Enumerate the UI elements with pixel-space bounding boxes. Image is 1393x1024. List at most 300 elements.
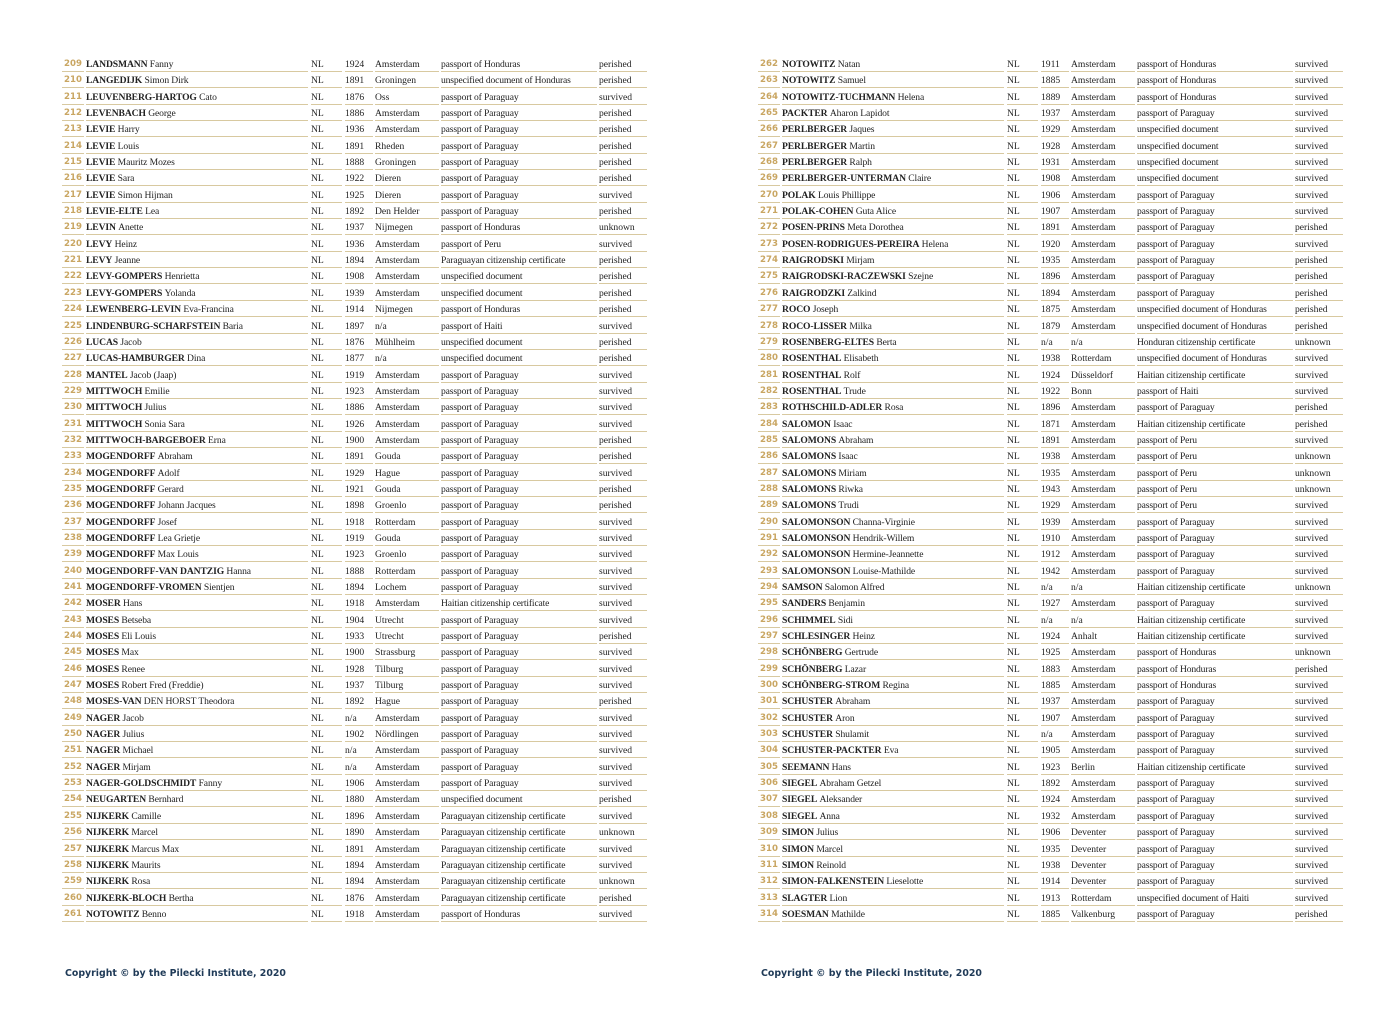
person-name bbox=[782, 155, 1004, 170]
document-type: unspecified document of Honduras bbox=[1137, 302, 1293, 317]
nationality: NL bbox=[1007, 580, 1038, 595]
document-type: passport of Paraguay bbox=[441, 531, 597, 546]
birth-year: n/a bbox=[345, 743, 373, 758]
surname: PERLBERGER-UNTERMAN bbox=[782, 173, 906, 185]
nationality: NL bbox=[1007, 220, 1038, 235]
table-row bbox=[758, 482, 1348, 498]
fate-status: perished bbox=[599, 351, 647, 366]
birth-place: Amsterdam bbox=[375, 237, 439, 252]
document-type: Paraguayan citizenship certificate bbox=[441, 825, 597, 840]
person-name bbox=[86, 237, 308, 252]
person-name bbox=[782, 907, 1004, 922]
fate-status: perished bbox=[599, 171, 647, 186]
table-row bbox=[62, 874, 652, 890]
birth-year: 1908 bbox=[345, 269, 373, 284]
person-name bbox=[86, 515, 308, 530]
fate-status: survived bbox=[1295, 825, 1343, 840]
surname: LEUVENBERG-HARTOG bbox=[86, 91, 197, 103]
birth-place: Amsterdam bbox=[375, 792, 439, 807]
table-row bbox=[758, 466, 1348, 482]
birth-place: Amsterdam bbox=[1071, 645, 1135, 660]
document-type: passport of Paraguay bbox=[1137, 269, 1293, 284]
fate-status: perished bbox=[599, 433, 647, 448]
birth-place: Amsterdam bbox=[1071, 743, 1135, 758]
given-name: Salomon Alfred bbox=[824, 582, 885, 593]
fate-status: survived bbox=[599, 776, 647, 791]
birth-place: Gouda bbox=[375, 482, 439, 497]
nationality: NL bbox=[311, 727, 342, 742]
birth-year: 1875 bbox=[1041, 302, 1069, 317]
document-type: passport of Paraguay bbox=[441, 498, 597, 513]
nationality: NL bbox=[1007, 449, 1038, 464]
given-name: Gertrude bbox=[844, 647, 879, 659]
person-name bbox=[782, 482, 1004, 497]
birth-year: 1921 bbox=[345, 482, 373, 497]
document-type: passport of Paraguay bbox=[1137, 220, 1293, 235]
fate-status: unknown bbox=[599, 220, 647, 235]
birth-place: Nijmegen bbox=[375, 302, 439, 317]
document-type: unspecified document of Honduras bbox=[441, 73, 597, 88]
fate-status: unknown bbox=[1295, 580, 1343, 595]
birth-year: 1886 bbox=[345, 106, 373, 121]
entry-number: 302 bbox=[758, 711, 780, 726]
nationality: NL bbox=[1007, 171, 1038, 186]
person-name bbox=[782, 580, 1004, 595]
given-name: Marcus Max bbox=[131, 843, 180, 855]
person-name bbox=[782, 106, 1004, 121]
birth-year: 1892 bbox=[345, 694, 373, 709]
birth-place: Utrecht bbox=[375, 613, 439, 628]
person-name bbox=[86, 547, 308, 562]
birth-year: 1929 bbox=[1041, 122, 1069, 137]
fate-status: perished bbox=[1295, 220, 1343, 235]
fate-status: survived bbox=[1295, 564, 1343, 579]
birth-place: Amsterdam bbox=[375, 253, 439, 268]
document-type: passport of Peru bbox=[1137, 498, 1293, 513]
entry-number: 221 bbox=[62, 253, 84, 268]
given-name: Heinz bbox=[114, 238, 137, 250]
birth-year: 1939 bbox=[345, 286, 373, 301]
birth-year: 1876 bbox=[345, 335, 373, 350]
given-name: Hans bbox=[123, 598, 143, 610]
entry-number: 251 bbox=[62, 743, 84, 758]
table-row bbox=[758, 302, 1348, 318]
entry-number: 275 bbox=[758, 269, 780, 284]
birth-year: 1939 bbox=[1041, 515, 1069, 530]
fate-status: perished bbox=[599, 482, 647, 497]
birth-place: Amsterdam bbox=[375, 106, 439, 121]
fate-status: survived bbox=[599, 645, 647, 660]
table-row bbox=[758, 155, 1348, 171]
birth-place: Amsterdam bbox=[1071, 319, 1135, 334]
surname: SALOMONSON bbox=[782, 549, 851, 561]
given-name: Ralph bbox=[849, 157, 872, 169]
nationality: NL bbox=[1007, 613, 1038, 628]
person-name bbox=[86, 286, 308, 301]
entry-number: 217 bbox=[62, 188, 84, 203]
surname: SCHUSTER bbox=[782, 696, 833, 708]
person-name bbox=[86, 449, 308, 464]
given-name: Isaac bbox=[838, 451, 858, 463]
fate-status: survived bbox=[1295, 792, 1343, 807]
document-type: passport of Paraguay bbox=[1137, 711, 1293, 726]
surname: MANTEL bbox=[86, 369, 128, 381]
table-row bbox=[62, 90, 652, 106]
table-row bbox=[758, 792, 1348, 808]
birth-place: Tilburg bbox=[375, 662, 439, 677]
given-name: Mathilde bbox=[831, 908, 865, 920]
person-name bbox=[782, 400, 1004, 415]
nationality: NL bbox=[311, 694, 342, 709]
fate-status: survived bbox=[599, 743, 647, 758]
person-name bbox=[86, 122, 308, 137]
table-row bbox=[758, 858, 1348, 874]
birth-place: Anhalt bbox=[1071, 629, 1135, 644]
entry-number: 312 bbox=[758, 874, 780, 889]
birth-place: Amsterdam bbox=[375, 417, 439, 432]
given-name: Emilie bbox=[144, 385, 170, 397]
table-row bbox=[62, 139, 652, 155]
person-name bbox=[86, 825, 308, 840]
surname: MOSES bbox=[86, 614, 120, 626]
given-name: Mirjam bbox=[846, 255, 875, 267]
fate-status: survived bbox=[1295, 596, 1343, 611]
given-name: Cato bbox=[199, 91, 217, 103]
document-type: passport of Paraguay bbox=[441, 678, 597, 693]
fate-status: survived bbox=[599, 90, 647, 105]
given-name: DEN HORST Theodora bbox=[143, 696, 235, 708]
birth-place: n/a bbox=[375, 319, 439, 334]
table-row bbox=[62, 237, 652, 253]
birth-year: 1885 bbox=[1041, 907, 1069, 922]
person-name bbox=[86, 319, 308, 334]
given-name: Elisabeth bbox=[843, 353, 879, 365]
birth-year: 1919 bbox=[345, 531, 373, 546]
nationality: NL bbox=[311, 286, 342, 301]
given-name: Lieselotte bbox=[886, 876, 924, 888]
document-type: passport of Paraguay bbox=[441, 580, 597, 595]
person-name bbox=[86, 220, 308, 235]
document-type: passport of Paraguay bbox=[1137, 776, 1293, 791]
birth-place: Oss bbox=[375, 90, 439, 105]
table-row bbox=[758, 400, 1348, 416]
table-row bbox=[758, 842, 1348, 858]
entry-number: 260 bbox=[62, 891, 84, 906]
table-row bbox=[758, 139, 1348, 155]
birth-place: Amsterdam bbox=[375, 743, 439, 758]
document-type: passport of Paraguay bbox=[1137, 694, 1293, 709]
given-name: George bbox=[148, 108, 176, 120]
given-name: Erna bbox=[208, 434, 226, 446]
given-name: Zalkind bbox=[847, 287, 877, 299]
given-name: Mirjam bbox=[122, 761, 151, 773]
nationality: NL bbox=[1007, 711, 1038, 726]
document-type: passport of Paraguay bbox=[441, 694, 597, 709]
birth-place: Groningen bbox=[375, 73, 439, 88]
birth-place: Amsterdam bbox=[375, 874, 439, 889]
nationality: NL bbox=[311, 57, 342, 72]
nationality: NL bbox=[1007, 188, 1038, 203]
right-page-table bbox=[758, 57, 1348, 923]
person-name bbox=[86, 727, 308, 742]
given-name: Marcel bbox=[131, 827, 158, 839]
given-name: Lion bbox=[829, 892, 848, 904]
entry-number: 213 bbox=[62, 122, 84, 137]
nationality: NL bbox=[1007, 122, 1038, 137]
document-type: passport of Paraguay bbox=[1137, 106, 1293, 121]
document-type: unspecified document bbox=[441, 286, 597, 301]
nationality: NL bbox=[1007, 907, 1038, 922]
given-name: Abraham bbox=[157, 451, 193, 463]
fate-status: survived bbox=[1295, 858, 1343, 873]
birth-year: 1918 bbox=[345, 515, 373, 530]
document-type: passport of Paraguay bbox=[441, 204, 597, 219]
surname: MOGENDORFF bbox=[86, 483, 156, 495]
surname: POLAK bbox=[782, 189, 816, 201]
fate-status: survived bbox=[599, 760, 647, 775]
given-name: Louise-Mathilde bbox=[852, 565, 916, 577]
fate-status: survived bbox=[599, 564, 647, 579]
nationality: NL bbox=[1007, 891, 1038, 906]
birth-place: Utrecht bbox=[375, 629, 439, 644]
nationality: NL bbox=[1007, 204, 1038, 219]
person-name bbox=[86, 645, 308, 660]
document-type: unspecified document of Haiti bbox=[1137, 891, 1293, 906]
birth-year: 1942 bbox=[1041, 564, 1069, 579]
given-name: Anna bbox=[819, 810, 840, 822]
nationality: NL bbox=[1007, 547, 1038, 562]
nationality: NL bbox=[311, 155, 342, 170]
given-name: Robert Fred (Freddie) bbox=[121, 680, 204, 692]
document-type: Paraguayan citizenship certificate bbox=[441, 809, 597, 824]
birth-place: Amsterdam bbox=[1071, 531, 1135, 546]
nationality: NL bbox=[311, 907, 342, 922]
table-row bbox=[758, 220, 1348, 236]
birth-year: 1914 bbox=[345, 302, 373, 317]
entry-number: 242 bbox=[62, 596, 84, 611]
birth-year: 1922 bbox=[1041, 384, 1069, 399]
nationality: NL bbox=[311, 302, 342, 317]
given-name: Sidi bbox=[837, 614, 853, 626]
entry-number: 228 bbox=[62, 368, 84, 383]
nationality: NL bbox=[311, 792, 342, 807]
nationality: NL bbox=[311, 776, 342, 791]
entry-number: 311 bbox=[758, 858, 780, 873]
person-name bbox=[86, 743, 308, 758]
given-name: Eva bbox=[883, 745, 899, 757]
nationality: NL bbox=[311, 122, 342, 137]
document-type: passport of Paraguay bbox=[441, 188, 597, 203]
nationality: NL bbox=[1007, 319, 1038, 334]
nationality: NL bbox=[1007, 433, 1038, 448]
table-row bbox=[758, 449, 1348, 465]
birth-place: Groenlo bbox=[375, 498, 439, 513]
person-name bbox=[86, 842, 308, 857]
fate-status: perished bbox=[599, 204, 647, 219]
fate-status: perished bbox=[599, 891, 647, 906]
document-type: passport of Paraguay bbox=[1137, 874, 1293, 889]
surname: SALOMONSON bbox=[782, 565, 851, 577]
given-name: Benno bbox=[141, 908, 167, 920]
nationality: NL bbox=[311, 384, 342, 399]
given-name: Reinold bbox=[816, 859, 847, 871]
person-name bbox=[782, 498, 1004, 513]
birth-place: Lochem bbox=[375, 580, 439, 595]
person-name bbox=[782, 368, 1004, 383]
given-name: Maurits bbox=[131, 859, 161, 871]
surname: SCHUSTER bbox=[782, 712, 833, 724]
nationality: NL bbox=[311, 204, 342, 219]
birth-place: Amsterdam bbox=[1071, 204, 1135, 219]
entry-number: 223 bbox=[62, 286, 84, 301]
document-type: passport of Paraguay bbox=[441, 384, 597, 399]
birth-year: 1938 bbox=[1041, 449, 1069, 464]
entry-number: 253 bbox=[62, 776, 84, 791]
surname: NIJKERK bbox=[86, 859, 130, 871]
entry-number: 305 bbox=[758, 760, 780, 775]
surname: LUCAS-HAMBURGER bbox=[86, 353, 185, 365]
person-name bbox=[782, 678, 1004, 693]
person-name bbox=[782, 613, 1004, 628]
given-name: Julius bbox=[144, 402, 167, 414]
entry-number: 266 bbox=[758, 122, 780, 137]
given-name: Sonia Sara bbox=[144, 418, 185, 430]
entry-number: 268 bbox=[758, 155, 780, 170]
given-name: Lea bbox=[145, 206, 160, 218]
document-type: passport of Honduras bbox=[441, 220, 597, 235]
given-name: Channa-Virginie bbox=[852, 516, 915, 528]
surname: SIMON bbox=[782, 827, 815, 839]
birth-year: 1877 bbox=[345, 351, 373, 366]
birth-place: Amsterdam bbox=[375, 891, 439, 906]
fate-status: perished bbox=[1295, 253, 1343, 268]
given-name: Julius bbox=[122, 729, 145, 741]
fate-status: survived bbox=[599, 417, 647, 432]
entry-number: 246 bbox=[62, 662, 84, 677]
birth-place: Strassburg bbox=[375, 645, 439, 660]
entry-number: 212 bbox=[62, 106, 84, 121]
birth-place: Amsterdam bbox=[375, 809, 439, 824]
birth-place: Amsterdam bbox=[1071, 106, 1135, 121]
table-row bbox=[62, 57, 652, 73]
nationality: NL bbox=[1007, 858, 1038, 873]
document-type: passport of Paraguay bbox=[441, 515, 597, 530]
person-name bbox=[86, 466, 308, 481]
fate-status: survived bbox=[599, 368, 647, 383]
entry-number: 255 bbox=[62, 809, 84, 824]
surname: NAGER-GOLDSCHMIDT bbox=[86, 778, 197, 790]
person-name bbox=[86, 351, 308, 366]
entry-number: 307 bbox=[758, 792, 780, 807]
nationality: NL bbox=[1007, 743, 1038, 758]
table-row bbox=[758, 907, 1348, 923]
person-name bbox=[782, 776, 1004, 791]
nationality: NL bbox=[1007, 155, 1038, 170]
nationality: NL bbox=[1007, 760, 1038, 775]
document-type: passport of Honduras bbox=[1137, 645, 1293, 660]
birth-year: 1932 bbox=[1041, 809, 1069, 824]
document-type: Paraguayan citizenship certificate bbox=[441, 842, 597, 857]
surname: POSEN-RODRIGUES-PEREIRA bbox=[782, 238, 920, 250]
birth-year: n/a bbox=[1041, 335, 1069, 350]
document-type: unspecified document of Honduras bbox=[1137, 351, 1293, 366]
person-name bbox=[86, 531, 308, 546]
birth-place: Amsterdam bbox=[1071, 662, 1135, 677]
birth-year: 1925 bbox=[1041, 645, 1069, 660]
document-type: passport of Paraguay bbox=[441, 106, 597, 121]
birth-place: Amsterdam bbox=[1071, 466, 1135, 481]
fate-status: survived bbox=[599, 907, 647, 922]
document-type: passport of Paraguay bbox=[1137, 743, 1293, 758]
birth-year: 1925 bbox=[345, 188, 373, 203]
entry-number: 282 bbox=[758, 384, 780, 399]
table-row bbox=[758, 171, 1348, 187]
birth-year: 1894 bbox=[345, 253, 373, 268]
document-type: passport of Haiti bbox=[441, 319, 597, 334]
birth-place: Bonn bbox=[1071, 384, 1135, 399]
entry-number: 294 bbox=[758, 580, 780, 595]
given-name: Benjamin bbox=[828, 598, 865, 610]
person-name bbox=[86, 302, 308, 317]
fate-status: unknown bbox=[1295, 645, 1343, 660]
table-row bbox=[758, 122, 1348, 138]
table-row bbox=[758, 613, 1348, 629]
surname: SOESMAN bbox=[782, 908, 829, 920]
birth-year: 1894 bbox=[345, 874, 373, 889]
birth-year: 1937 bbox=[1041, 106, 1069, 121]
entry-number: 250 bbox=[62, 727, 84, 742]
fate-status: survived bbox=[599, 596, 647, 611]
birth-place: Tilburg bbox=[375, 678, 439, 693]
birth-place: Deventer bbox=[1071, 858, 1135, 873]
document-type: passport of Paraguay bbox=[441, 139, 597, 154]
table-row bbox=[758, 351, 1348, 367]
nationality: NL bbox=[1007, 90, 1038, 105]
document-type: passport of Paraguay bbox=[1137, 188, 1293, 203]
entry-number: 219 bbox=[62, 220, 84, 235]
nationality: NL bbox=[311, 825, 342, 840]
entry-number: 211 bbox=[62, 90, 84, 105]
fate-status: survived bbox=[1295, 155, 1343, 170]
document-type: passport of Paraguay bbox=[1137, 842, 1293, 857]
given-name: Adolf bbox=[157, 467, 180, 479]
entry-number: 296 bbox=[758, 613, 780, 628]
birth-year: n/a bbox=[1041, 580, 1069, 595]
table-row bbox=[62, 531, 652, 547]
entry-number: 229 bbox=[62, 384, 84, 399]
birth-year: 1935 bbox=[1041, 253, 1069, 268]
nationality: NL bbox=[1007, 596, 1038, 611]
fate-status: unknown bbox=[599, 825, 647, 840]
fate-status: survived bbox=[599, 400, 647, 415]
person-name bbox=[782, 253, 1004, 268]
birth-year: 1894 bbox=[345, 580, 373, 595]
nationality: NL bbox=[311, 417, 342, 432]
table-row bbox=[62, 155, 652, 171]
person-name bbox=[86, 335, 308, 350]
birth-year: 1929 bbox=[1041, 498, 1069, 513]
nationality: NL bbox=[311, 531, 342, 546]
nationality: NL bbox=[311, 645, 342, 660]
person-name bbox=[86, 417, 308, 432]
nationality: NL bbox=[311, 580, 342, 595]
given-name: Abraham bbox=[838, 434, 874, 446]
table-row bbox=[758, 237, 1348, 253]
table-row bbox=[62, 73, 652, 89]
document-type: passport of Paraguay bbox=[441, 449, 597, 464]
fate-status: perished bbox=[599, 106, 647, 121]
fate-status: survived bbox=[1295, 809, 1343, 824]
